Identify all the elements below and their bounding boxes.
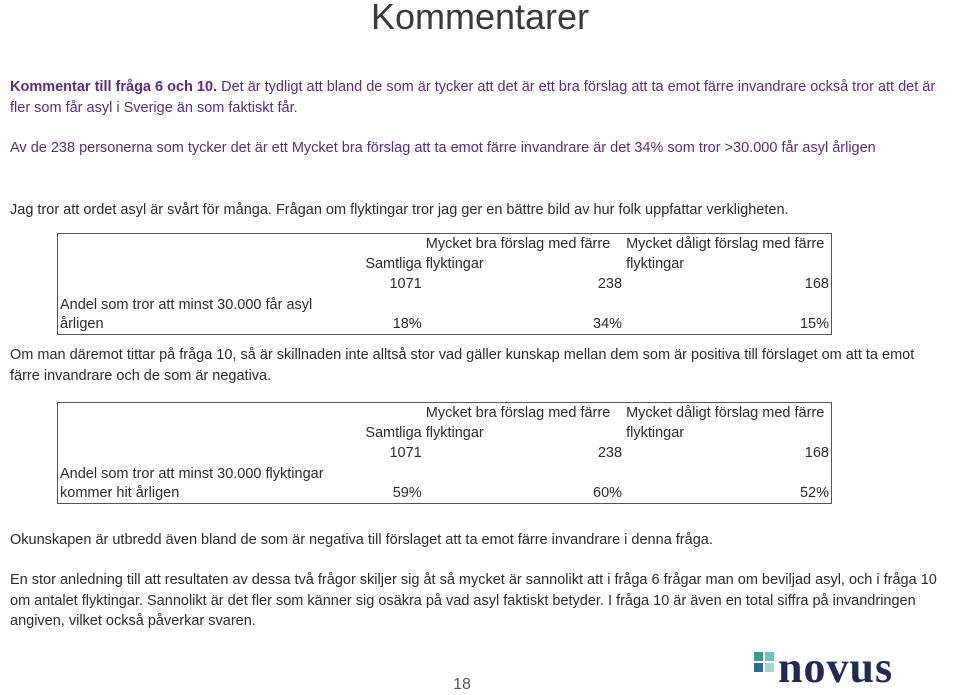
value-mycket-bra: 34% xyxy=(424,294,624,334)
row-label: Andel som tror att minst 30.000 flyktingar kommer hit årligen xyxy=(58,463,353,503)
header-samtliga: Samtliga xyxy=(353,403,424,444)
count-mycket-daligt: 168 xyxy=(624,274,831,294)
count-samtliga: 1071 xyxy=(389,276,422,292)
value-mycket-daligt: 15% xyxy=(624,294,831,334)
comment-paragraph-6: En stor anledning till att resultaten av dessa två frågor skiljer sig åt så mycket är sannolikt att i fråga 6 frågar man om beviljad asyl, och i fråga 10 om antalet flyktingar. Sannolikt är det fler som känner sig osäkra på vad asyl faktiskt betyder. I fråga 10 är även en total siffra på invandringen angiven, vilket också påverkar svaren. xyxy=(10,572,937,629)
comment-lead: Kommentar till fråga 6 och 10. xyxy=(10,79,218,95)
comment-paragraph-1 xyxy=(10,77,940,118)
comment-paragraph-3: Jag tror att ordet asyl är svårt för många. Frågan om flyktingar tror jag ger en bättre bild av hur folk uppfattar verkligheten. xyxy=(10,202,789,218)
table-corner xyxy=(58,403,353,444)
count-mycket-daligt: 168 xyxy=(624,443,831,463)
count-mycket-bra: 238 xyxy=(597,276,623,292)
comment-paragraph-4: Om man däremot tittar på fråga 10, så är skillnaden inte alltså stor vad gäller kunskap mellan dem som är positiva till förslaget om att ta emot färre invandrare och de som är negativa. xyxy=(10,347,915,384)
header-mycket-bra: Mycket bra förslag med färre flyktingar xyxy=(424,234,624,275)
comment-paragraph-2: Av de 238 personerna som tycker det är ett Mycket bra förslag att ta emot färre invandrare är det 34% som tror >30.000 får asyl årligen xyxy=(10,140,876,156)
page-title: Kommentarer xyxy=(370,0,590,37)
value-samtliga: 18% xyxy=(353,294,424,334)
value-mycket-bra: 60% xyxy=(424,463,624,503)
value-samtliga: 59% xyxy=(353,463,424,503)
header-mycket-daligt: Mycket dåligt förslag med färre flyktingar xyxy=(624,403,831,444)
count-row-label xyxy=(58,274,353,294)
header-mycket-daligt: Mycket dåligt förslag med färre flyktingar xyxy=(624,234,831,275)
count-mycket-bra: 238 xyxy=(597,445,623,461)
table-flyktingar xyxy=(57,402,832,504)
count-row-label xyxy=(58,443,353,463)
comment-paragraph-5: Okunskapen är utbredd även bland de som är negativa till förslaget att ta emot färre invandrare i denna fråga. xyxy=(10,532,713,548)
comment-text: Det är tydligt att bland de som är tycker att det är ett bra förslag att ta emot färre invandrare också tror att det är fler som får asyl i Sverige än som faktiskt får. xyxy=(10,79,936,116)
row-label: Andel som tror att minst 30.000 får asyl årligen xyxy=(58,294,353,334)
novus-logo xyxy=(752,648,960,688)
header-samtliga: Samtliga xyxy=(353,234,424,275)
table-corner xyxy=(58,234,353,275)
count-samtliga: 1071 xyxy=(389,445,422,461)
value-mycket-daligt: 52% xyxy=(624,463,831,503)
novus-wordmark: novus xyxy=(778,648,894,688)
header-mycket-bra: Mycket bra förslag med färre flyktingar xyxy=(424,403,624,444)
page-number: 18 xyxy=(453,676,471,693)
novus-logo-mark xyxy=(752,648,960,688)
table-asyl xyxy=(57,233,832,335)
